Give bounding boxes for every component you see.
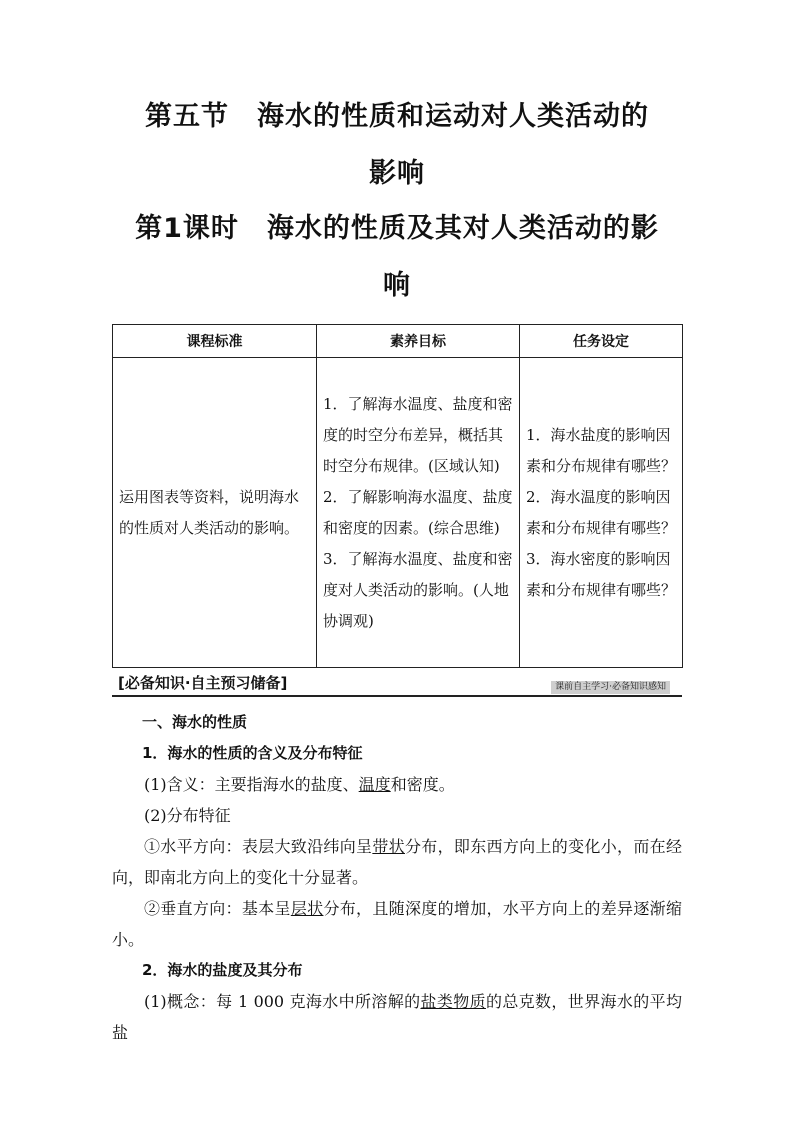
paragraph-distribution-heading: (2)分布特征 (144, 806, 231, 825)
section-divider (112, 695, 682, 697)
section-header-bar (112, 668, 682, 698)
paragraph-vertical: ②垂直方向：基本呈层状分布，且随深度的增加，水平方向上的差异逐渐缩小。 (112, 899, 682, 949)
underlined-term: 盐类物质 (420, 992, 486, 1011)
lesson-title (112, 200, 682, 314)
section-badge: 课前自主学习·必备知识感知 (551, 681, 670, 694)
heading-meaning-distribution: 1．海水的性质的含义及分布特征 (142, 744, 363, 762)
lesson-title-line1: 第1课时 海水的性质及其对人类活动的影 (135, 213, 659, 244)
goal-item: 3．了解海水温度、盐度和密度对人类活动的影响。(人地协调观) (323, 549, 513, 630)
underlined-term: 带状 (372, 837, 405, 856)
curriculum-table (112, 324, 683, 668)
task-item: 3．海水密度的影响因素和分布规律有哪些？ (526, 549, 677, 599)
underlined-term: 温度 (358, 775, 391, 794)
lesson-title-line2: 响 (383, 270, 411, 301)
content-body (112, 707, 682, 1048)
paragraph-salinity-concept: (1)概念：每 1 000 克海水中所溶解的盐类物质的总克数，世界海水的平均盐 (112, 992, 682, 1042)
header-task-setting: 任务设定 (520, 325, 683, 358)
task-setting-cell (520, 358, 683, 668)
task-item: 2．海水温度的影响因素和分布规律有哪些？ (526, 487, 677, 537)
goal-item: 2．了解影响海水温度、盐度和密度的因素。(综合思维) (323, 487, 513, 537)
heading-salinity: 2．海水的盐度及其分布 (142, 961, 303, 979)
heading-ocean-properties: 一、海水的性质 (142, 713, 248, 731)
underlined-term: 层状 (290, 899, 324, 918)
paragraph-horizontal: ①水平方向：表层大致沿纬向呈带状分布，即东西方向上的变化小，而在经向，即南北方向上的变化十分显著。 (112, 837, 682, 887)
task-item: 1．海水盐度的影响因素和分布规律有哪些？ (526, 425, 677, 475)
table-header-row (113, 325, 683, 358)
section-title-line1: 第五节 海水的性质和运动对人类活动的 (145, 101, 649, 132)
section-heading: [必备知识·自主预习储备] (118, 674, 288, 692)
section-title-line2: 影响 (369, 158, 425, 189)
table-row (113, 358, 683, 668)
literacy-goals-cell (317, 358, 520, 668)
paragraph-definition: (1)含义：主要指海水的盐度、温度和密度。 (144, 775, 455, 794)
header-curriculum-standard: 课程标准 (113, 325, 317, 358)
goal-item: 1．了解海水温度、盐度和密度的时空分布差异，概括其时空分布规律。(区域认知) (323, 394, 513, 475)
header-literacy-goals: 素养目标 (317, 325, 520, 358)
section-title (112, 88, 682, 202)
curriculum-standard-cell: 运用图表等资料，说明海水的性质对人类活动的影响。 (113, 358, 317, 668)
